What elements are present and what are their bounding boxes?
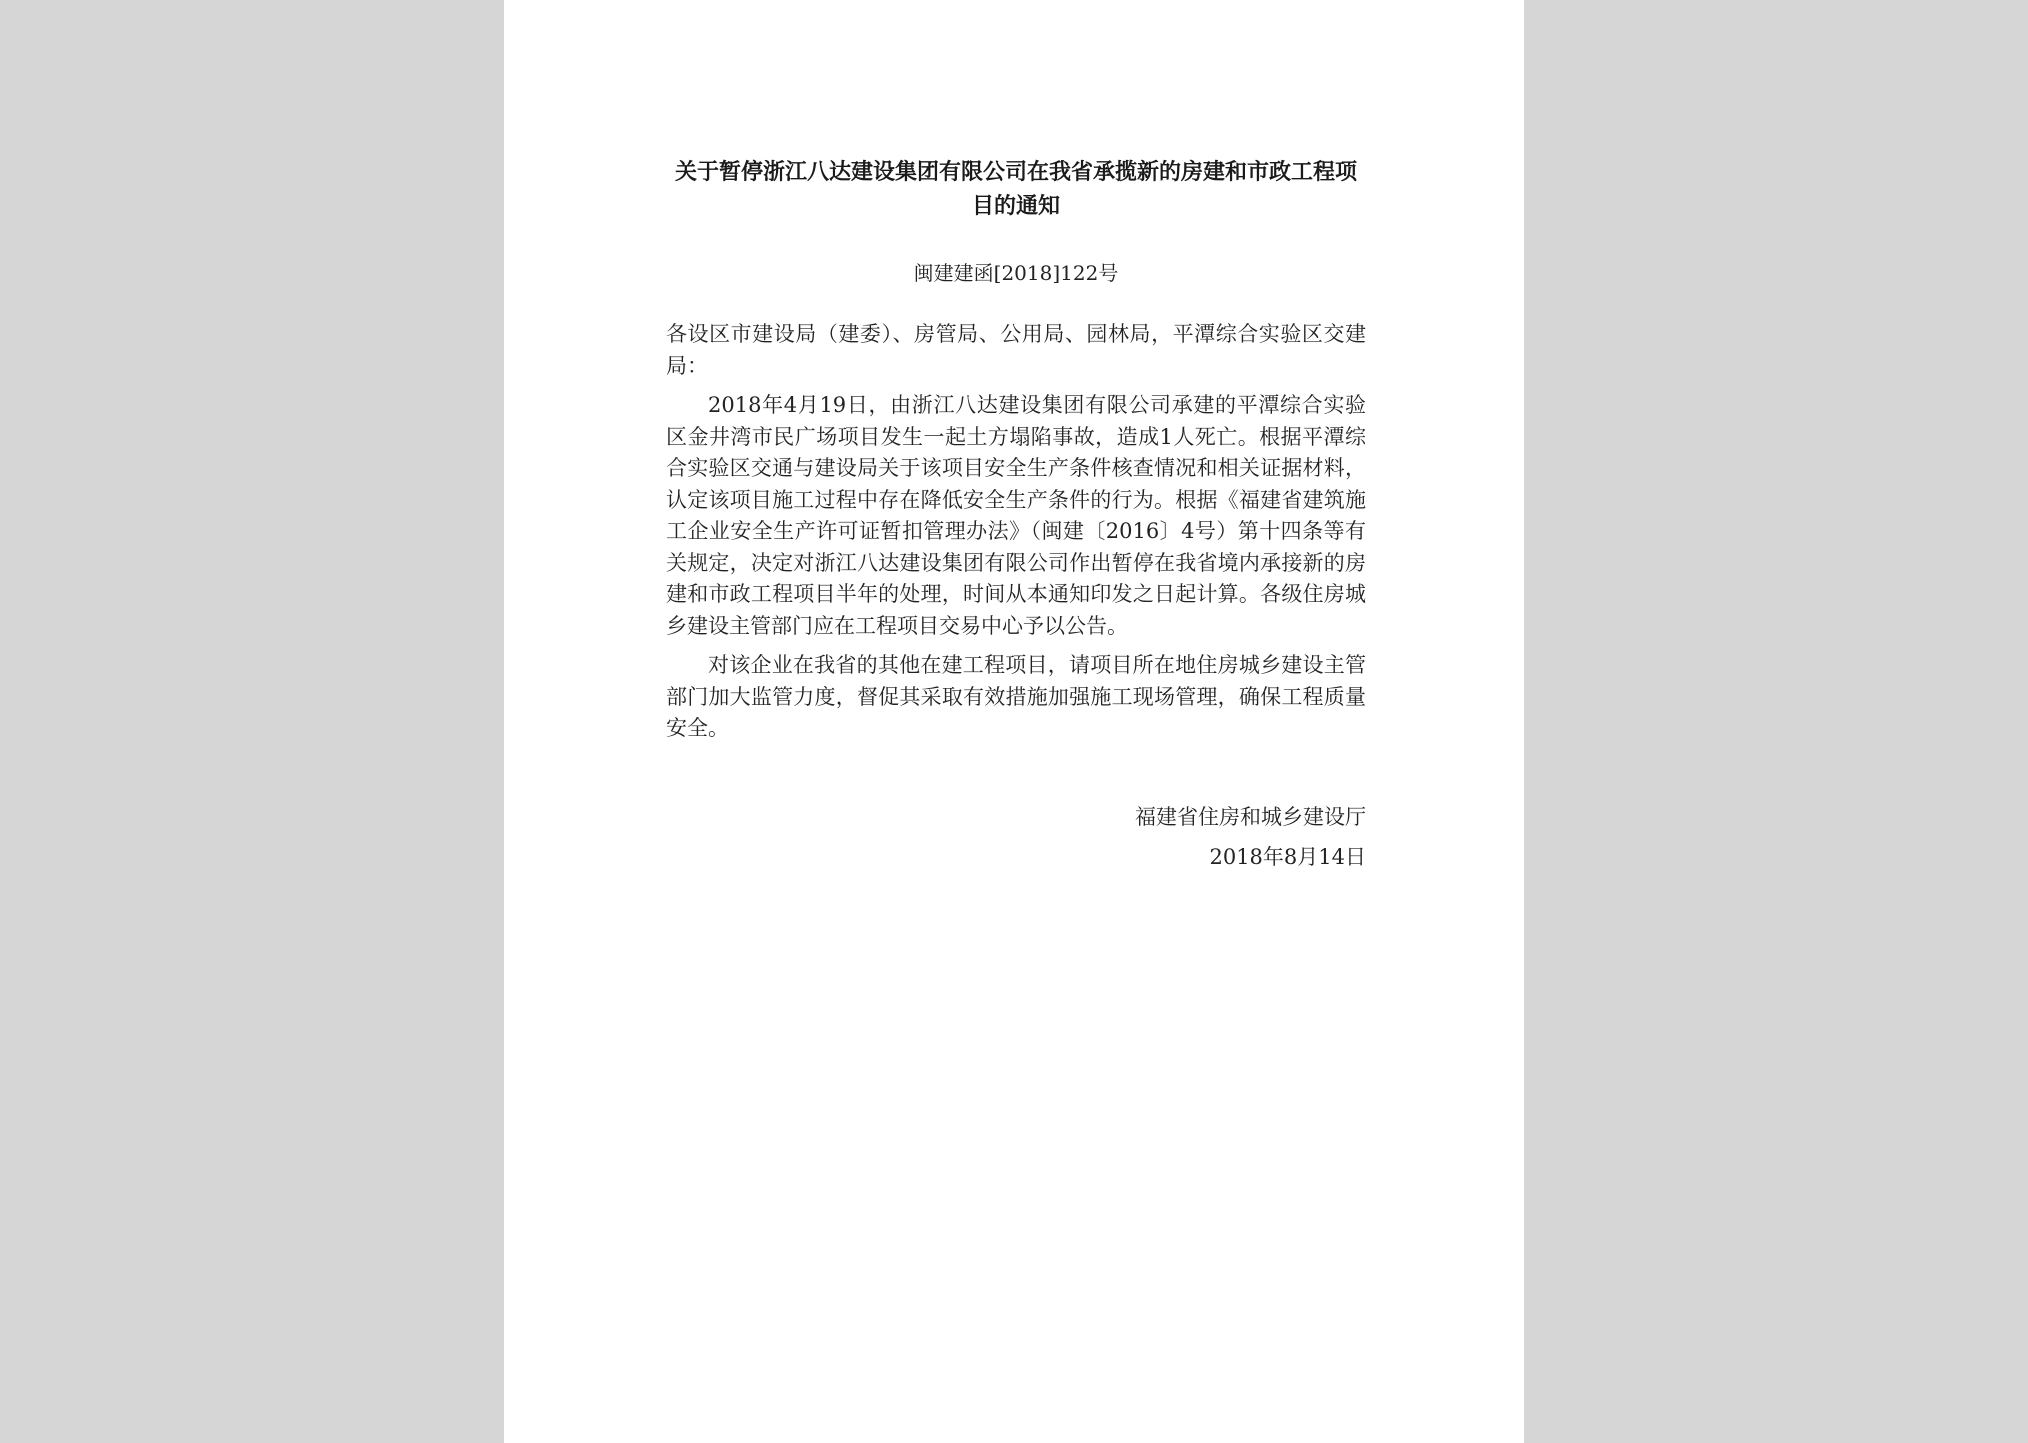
signature-block: [666, 797, 1366, 877]
salutation: 各设区市建设局（建委）、房管局、公用局、园林局，平潭综合实验区交建局：: [666, 322, 1366, 378]
document-page: [504, 0, 1524, 1443]
document-title: 关于暂停浙江八达建设集团有限公司在我省承揽新的房建和市政工程项目的通知: [674, 160, 1357, 219]
body-paragraph: 2018年4月19日，由浙江八达建设集团有限公司承建的平潭综合实验区金井湾市民广场项目发生一起土方塌陷事故，造成1人死亡。根据平潭综合实验区交通与建设局关于该项目安全生产条件核查情况和相关证据材料，认定该项目施工过程中存在降低安全生产条件的行为。根据《福建省建筑施工企业安全生产许可证暂扣管理办法》（闽建〔2016〕4号）第十四条等有关规定，决定对浙江八达建设集团有限公司作出暂停在我省境内承接新的房建和市政工程项目半年的处理，时间从本通知印发之日起计算。各级住房城乡建设主管部门应在工程项目交易中心予以公告。: [666, 393, 1366, 638]
body-paragraph: 对该企业在我省的其他在建工程项目，请项目所在地住房城乡建设主管部门加大监管力度，督促其采取有效措施加强施工现场管理，确保工程质量安全。: [666, 653, 1366, 740]
document-number: 闽建建函[2018]122号: [913, 261, 1119, 285]
issue-date: 2018年8月14日: [1209, 844, 1366, 869]
issuer: 福建省住房和城乡建设厅: [1135, 804, 1366, 829]
document-content: [666, 156, 1366, 877]
